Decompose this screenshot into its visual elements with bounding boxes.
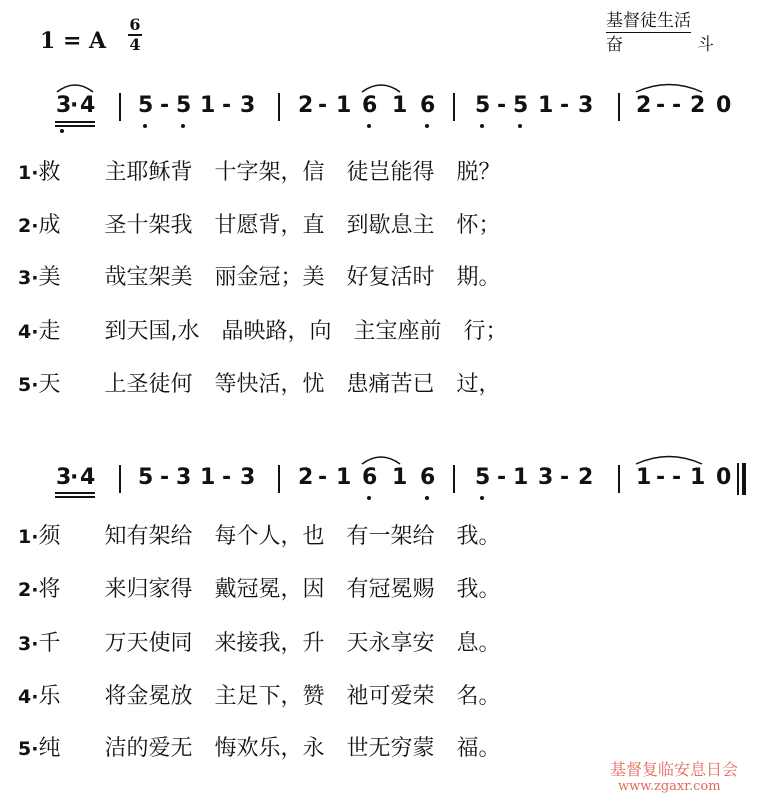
low-dot bbox=[367, 496, 371, 500]
credit-title-left: 奋 bbox=[606, 35, 623, 55]
note: - bbox=[222, 93, 232, 118]
credit-source: 基督徒生活 bbox=[606, 6, 691, 33]
note-dot: · bbox=[70, 93, 79, 118]
slur bbox=[55, 80, 95, 94]
verse-line: 3·千 万天使同 来接我，升 天永享安 息。 bbox=[18, 631, 501, 656]
note: 0 bbox=[716, 93, 732, 118]
underline bbox=[55, 125, 95, 127]
final-barline-thick bbox=[742, 463, 746, 495]
note: 6 bbox=[362, 93, 378, 118]
low-dot bbox=[60, 129, 64, 133]
note: - bbox=[160, 93, 170, 118]
note: - bbox=[656, 93, 666, 118]
note: 1 bbox=[336, 465, 352, 490]
note: - bbox=[560, 93, 570, 118]
note: - bbox=[222, 465, 232, 490]
note: 4 bbox=[80, 465, 96, 490]
note: - bbox=[318, 93, 328, 118]
note: 6 bbox=[420, 93, 436, 118]
verse-line: 2·成 圣十架我 甘愿背，直 到歇息主 怀； bbox=[18, 213, 501, 238]
low-dot bbox=[425, 496, 429, 500]
verse-line: 5·天 上圣徒何 等快活，忧 患痛苦已 过， bbox=[18, 372, 501, 397]
verse-line: 4·乐 将金冕放 主足下，赞 祂可爱荣 名。 bbox=[18, 684, 501, 709]
note: 4 bbox=[80, 93, 96, 118]
underline bbox=[55, 121, 95, 123]
note: 6 bbox=[362, 465, 378, 490]
note: 2 bbox=[298, 93, 314, 118]
note: 6 bbox=[420, 465, 436, 490]
barline bbox=[453, 465, 455, 493]
note: 5 bbox=[475, 465, 491, 490]
low-dot bbox=[181, 124, 185, 128]
note: 1 bbox=[690, 465, 706, 490]
note: 1 bbox=[200, 93, 216, 118]
note: - bbox=[560, 465, 570, 490]
barline bbox=[278, 93, 280, 121]
verse-line: 3·美 哉宝架美 丽金冠；美 好复活时 期。 bbox=[18, 265, 501, 290]
watermark-title: 基督复临安息日会 bbox=[610, 760, 739, 779]
note-dot: · bbox=[70, 465, 79, 490]
underline bbox=[55, 492, 95, 494]
slur bbox=[360, 80, 402, 94]
underline bbox=[55, 496, 95, 498]
barline bbox=[618, 93, 620, 121]
verse-line: 4·走 到天国,水 晶映路，向 主宝座前 行； bbox=[18, 319, 508, 344]
note: 1 bbox=[538, 93, 554, 118]
note: - bbox=[672, 465, 682, 490]
note: 5 bbox=[513, 93, 529, 118]
note: 1 bbox=[336, 93, 352, 118]
time-signature bbox=[128, 16, 142, 54]
note: 5 bbox=[176, 93, 192, 118]
note: 3 bbox=[240, 93, 256, 118]
note: 3 bbox=[56, 465, 72, 490]
note: - bbox=[160, 465, 170, 490]
barline bbox=[453, 93, 455, 121]
watermark-url: www.zgaxr.com bbox=[618, 779, 721, 794]
note: 1 bbox=[200, 465, 216, 490]
key-signature: 1 = A bbox=[40, 28, 107, 54]
meter-top: 6 bbox=[129, 15, 141, 34]
note: 3 bbox=[176, 465, 192, 490]
note: - bbox=[497, 93, 507, 118]
note: 1 bbox=[513, 465, 529, 490]
note: 2 bbox=[578, 465, 594, 490]
verse-line: 1·救 主耶稣背 十字架，信 徒岂能得 脱？ bbox=[18, 160, 501, 185]
note: - bbox=[672, 93, 682, 118]
low-dot bbox=[425, 124, 429, 128]
note: 1 bbox=[392, 465, 408, 490]
note: 5 bbox=[138, 465, 154, 490]
verse-line: 2·将 来归家得 戴冠冕，因 有冠冕赐 我。 bbox=[18, 577, 501, 602]
note: - bbox=[318, 465, 328, 490]
barline bbox=[618, 465, 620, 493]
tie bbox=[634, 452, 704, 466]
verse-line: 5·纯 洁的爱无 悔欢乐，永 世无穷蒙 福。 bbox=[18, 736, 501, 761]
note: 0 bbox=[716, 465, 732, 490]
barline bbox=[119, 465, 121, 493]
credit-title-right: 斗 bbox=[697, 35, 714, 55]
barline bbox=[278, 465, 280, 493]
note: 5 bbox=[138, 93, 154, 118]
meter-bottom: 4 bbox=[129, 35, 141, 54]
final-barline-thin bbox=[737, 463, 739, 495]
low-dot bbox=[518, 124, 522, 128]
low-dot bbox=[480, 124, 484, 128]
note: 1 bbox=[392, 93, 408, 118]
note: - bbox=[497, 465, 507, 490]
low-dot bbox=[367, 124, 371, 128]
credit-title bbox=[606, 30, 714, 55]
barline bbox=[119, 93, 121, 121]
slur bbox=[360, 452, 402, 466]
low-dot bbox=[143, 124, 147, 128]
note: 2 bbox=[636, 93, 652, 118]
note: 3 bbox=[538, 465, 554, 490]
note: 3 bbox=[56, 93, 72, 118]
verse-line: 1·须 知有架给 每个人，也 有一架给 我。 bbox=[18, 524, 501, 549]
note: 1 bbox=[636, 465, 652, 490]
note: 3 bbox=[578, 93, 594, 118]
note: 2 bbox=[690, 93, 706, 118]
note: 2 bbox=[298, 465, 314, 490]
note: 5 bbox=[475, 93, 491, 118]
tie bbox=[634, 80, 704, 94]
note: - bbox=[656, 465, 666, 490]
note: 3 bbox=[240, 465, 256, 490]
low-dot bbox=[480, 496, 484, 500]
